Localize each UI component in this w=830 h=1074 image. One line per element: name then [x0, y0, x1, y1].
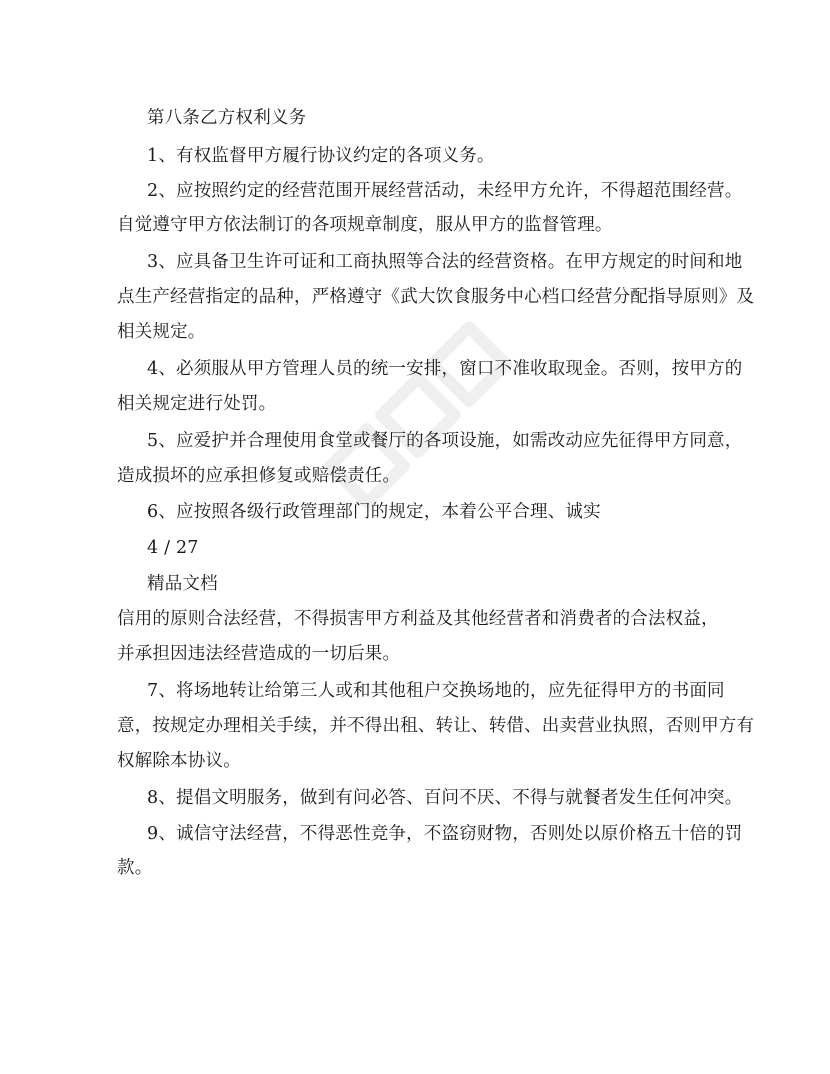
- clause-6-line-1: 6、应按照各级行政管理部门的规定，本着公平合理、诚实: [147, 502, 601, 522]
- article-heading: 第八条乙方权利义务: [147, 108, 307, 128]
- clause-8: 8、提倡文明服务，做到有问必答、百问不厌、不得与就餐者发生任何冲突。: [147, 788, 743, 808]
- clause-5-line-2: 造成损坏的应承担修复或赔偿责任。: [117, 466, 401, 486]
- clause-6-line-2: 信用的原则合法经营，不得损害甲方利益及其他经营者和消费者的合法权益，: [117, 609, 719, 629]
- doc-header-label: 精品文档: [147, 574, 218, 594]
- clause-4-line-2: 相关规定进行处罚。: [117, 394, 277, 414]
- clause-9-line-2: 款。: [117, 858, 153, 878]
- clause-9-line-1: 9、诚信守法经营，不得恶性竞争，不盗窃财物，否则处以原价格五十倍的罚: [147, 824, 743, 844]
- clause-3-line-1: 3、应具备卫生许可证和工商执照等合法的经营资格。在甲方规定的时间和地: [147, 252, 743, 272]
- clause-7-line-2: 意，按规定办理相关手续，并不得出租、转让、转借、出卖营业执照，否则甲方有: [117, 716, 755, 736]
- clause-1: 1、有权监督甲方履行协议约定的各项义务。: [147, 146, 495, 166]
- clause-2-line-1: 2、应按照约定的经营范围开展经营活动，未经甲方允许，不得超范围经营。: [147, 181, 743, 201]
- page-number: 4 / 27: [147, 538, 199, 558]
- clause-7-line-1: 7、将场地转让给第三人或和其他租户交换场地的，应先征得甲方的书面同: [147, 681, 725, 701]
- clause-4-line-1: 4、必须服从甲方管理人员的统一安排，窗口不准收取现金。否则，按甲方的: [147, 359, 743, 379]
- clause-7-line-3: 权解除本协议。: [117, 751, 241, 771]
- clause-2-line-2: 自觉遵守甲方依法制订的各项规章制度，服从甲方的监督管理。: [117, 215, 613, 235]
- clause-3-line-2: 点生产经营指定的品种，严格遵守《武大饮食服务中心档口经营分配指导原则》及: [117, 287, 755, 307]
- clause-5-line-1: 5、应爱护并合理使用食堂或餐厅的各项设施，如需改动应先征得甲方同意，: [147, 431, 743, 451]
- clause-3-line-3: 相关规定。: [117, 322, 206, 342]
- clause-6-line-3: 并承担因违法经营造成的一切后果。: [117, 644, 401, 664]
